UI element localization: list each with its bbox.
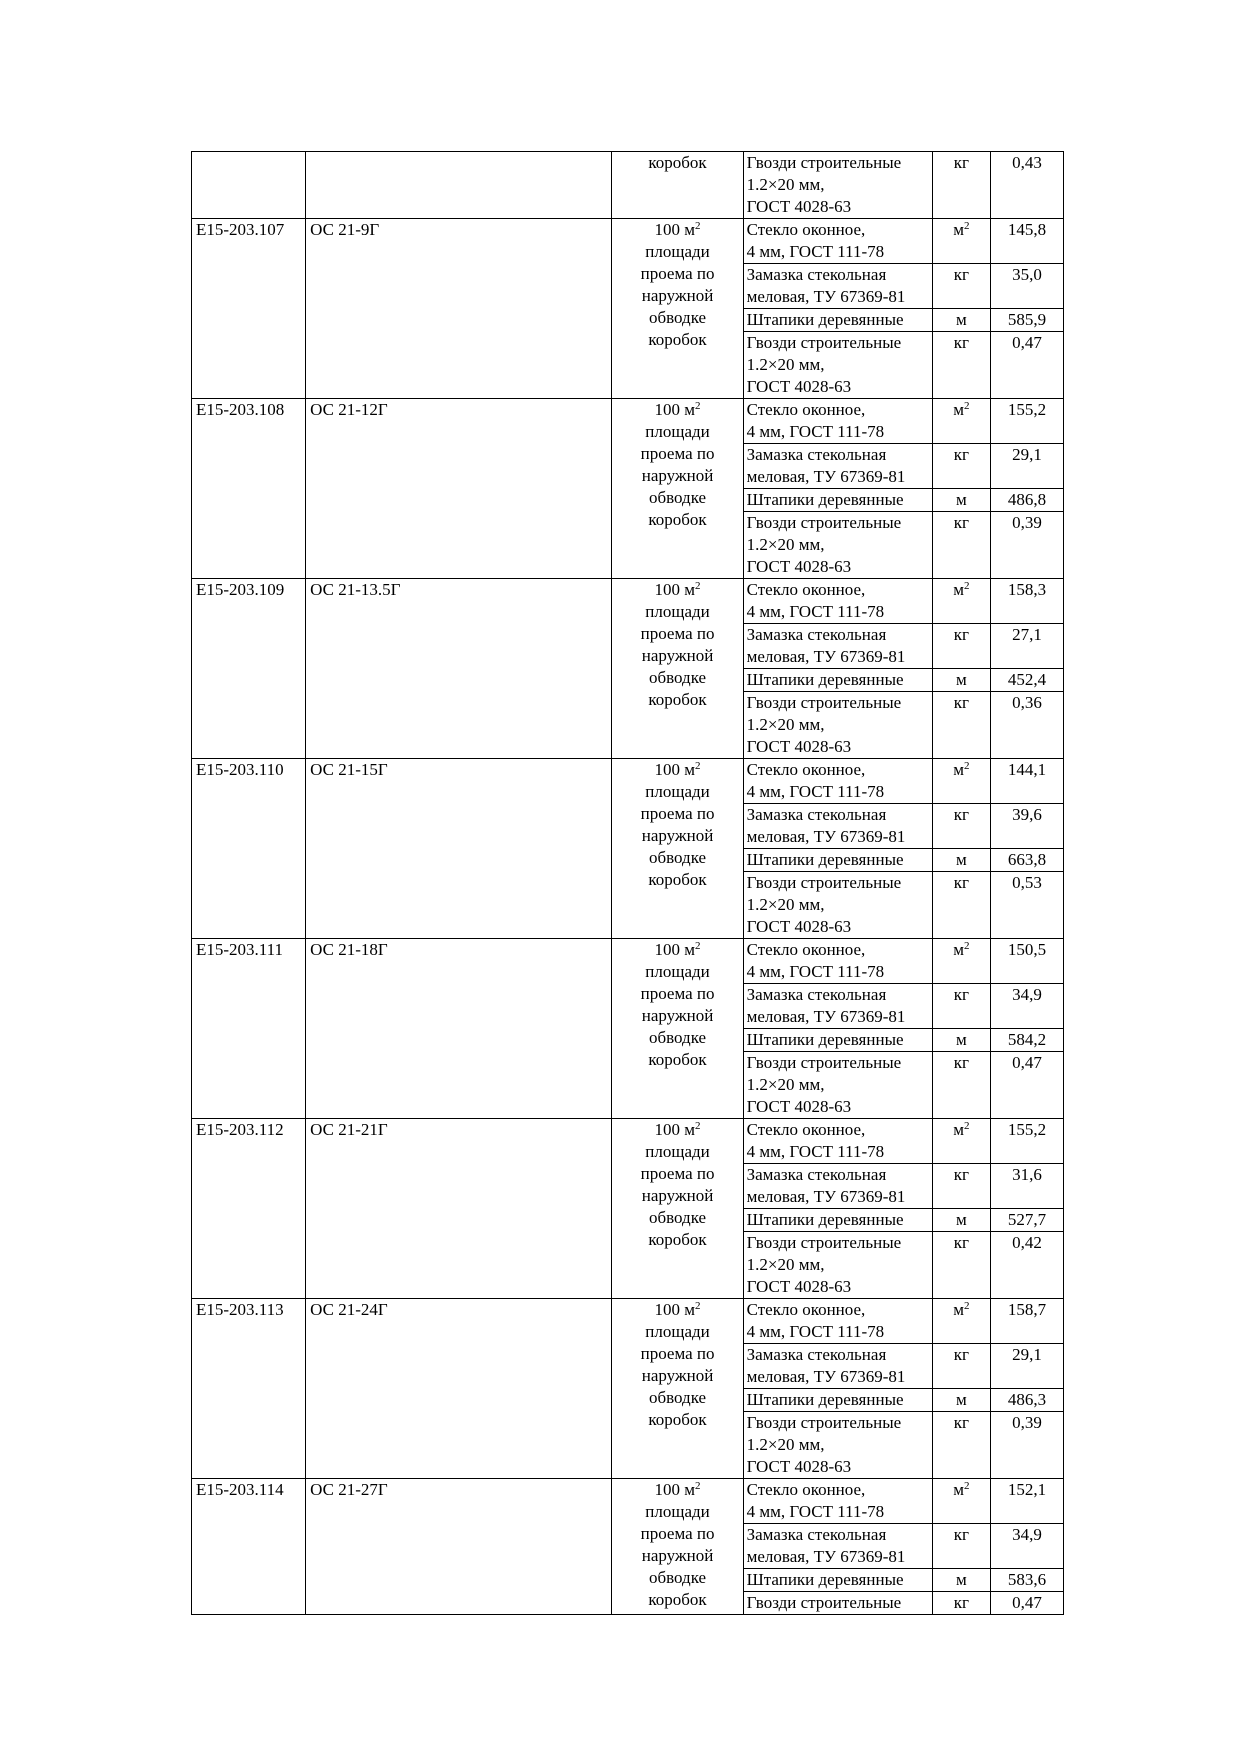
- quantity-cell: 486,3: [990, 1389, 1063, 1412]
- material-line: Штапики деревянные: [746, 850, 904, 869]
- table-row: [192, 1299, 1064, 1344]
- unit-base: м: [953, 220, 964, 239]
- unit-line: проема по: [640, 264, 715, 283]
- measure-unit-cell: м: [932, 489, 990, 512]
- material-line: ГОСТ 4028-63: [746, 557, 852, 576]
- name-cell: ОС 21-18Г: [306, 939, 612, 1119]
- measure-unit-cell: кг: [932, 512, 990, 579]
- material-cell: [743, 1209, 932, 1232]
- material-line: 1.2×20 мм,: [746, 1075, 825, 1094]
- unit-line: проема по: [640, 624, 715, 643]
- unit-cell: [612, 152, 743, 219]
- material-line: Штапики деревянные: [746, 670, 904, 689]
- table-row: [192, 939, 1064, 984]
- material-line: 4 мм, ГОСТ 111-78: [746, 1502, 885, 1521]
- measure-unit-cell: м: [932, 1569, 990, 1592]
- table-row: [192, 759, 1064, 804]
- unit-line: наружной: [641, 1006, 714, 1025]
- unit-exponent: 2: [695, 400, 701, 412]
- quantity-cell: 34,9: [990, 984, 1063, 1029]
- unit-exponent: 2: [695, 220, 701, 232]
- quantity-cell: 663,8: [990, 849, 1063, 872]
- measure-unit-cell: кг: [932, 692, 990, 759]
- unit-line: коробок: [648, 1050, 707, 1069]
- quantity-cell: 0,47: [990, 332, 1063, 399]
- unit-line: [616, 759, 738, 781]
- unit-line: [616, 939, 738, 961]
- material-line: меловая, ТУ 67369-81: [746, 1547, 906, 1566]
- material-cell: [743, 1299, 932, 1344]
- name-cell: ОС 21-15Г: [306, 759, 612, 939]
- unit-line: наружной: [641, 1186, 714, 1205]
- measure-unit-cell: кг: [932, 624, 990, 669]
- unit-base: 100 м: [654, 940, 696, 959]
- code-cell: Е15-203.113: [192, 1299, 306, 1479]
- measure-unit-cell: м: [932, 1389, 990, 1412]
- material-cell: [743, 1232, 932, 1299]
- material-line: Гвозди строительные: [746, 873, 902, 892]
- unit-base: м: [953, 1300, 964, 1319]
- unit-line: обводке: [648, 488, 707, 507]
- table-row: [192, 399, 1064, 444]
- quantity-cell: 150,5: [990, 939, 1063, 984]
- unit-base: м: [953, 580, 964, 599]
- material-cell: [743, 624, 932, 669]
- name-cell: ОС 21-9Г: [306, 219, 612, 399]
- material-line: 1.2×20 мм,: [746, 1435, 825, 1454]
- unit-line: проема по: [640, 804, 715, 823]
- quantity-cell: 0,43: [990, 152, 1063, 219]
- material-cell: [743, 872, 932, 939]
- table-row: [192, 1479, 1064, 1524]
- material-cell: [743, 1569, 932, 1592]
- material-line: меловая, ТУ 67369-81: [746, 1007, 906, 1026]
- quantity-cell: 31,6: [990, 1164, 1063, 1209]
- code-cell: Е15-203.108: [192, 399, 306, 579]
- measure-unit-cell: кг: [932, 152, 990, 219]
- unit-line: обводке: [648, 848, 707, 867]
- unit-line: наружной: [641, 286, 714, 305]
- measure-unit-cell: [932, 399, 990, 444]
- unit-line: площади: [645, 782, 710, 801]
- quantity-cell: 527,7: [990, 1209, 1063, 1232]
- material-line: Стекло оконное,: [746, 220, 866, 239]
- unit-exponent: 2: [963, 580, 970, 592]
- quantity-cell: 0,39: [990, 512, 1063, 579]
- unit-line: коробок: [648, 1230, 707, 1249]
- unit-cell: [612, 399, 743, 579]
- unit-exponent: 2: [963, 1300, 970, 1312]
- unit-base: 100 м: [654, 1120, 696, 1139]
- unit-line: обводке: [648, 1568, 707, 1587]
- table-row: [192, 219, 1064, 264]
- measure-unit-cell: кг: [932, 984, 990, 1029]
- material-line: ГОСТ 4028-63: [746, 737, 852, 756]
- material-line: ГОСТ 4028-63: [746, 377, 852, 396]
- measure-unit-cell: [932, 219, 990, 264]
- material-line: Стекло оконное,: [746, 1480, 866, 1499]
- material-cell: [743, 332, 932, 399]
- material-line: меловая, ТУ 67369-81: [746, 827, 906, 846]
- unit-line: наружной: [641, 646, 714, 665]
- material-line: ГОСТ 4028-63: [746, 197, 852, 216]
- material-line: 1.2×20 мм,: [746, 715, 825, 734]
- unit-line: коробок: [648, 870, 707, 889]
- material-line: 1.2×20 мм,: [746, 1255, 825, 1274]
- unit-line: площади: [645, 1322, 710, 1341]
- table-row: [192, 1119, 1064, 1164]
- measure-unit-cell: кг: [932, 804, 990, 849]
- unit-base: 100 м: [654, 1480, 696, 1499]
- material-line: Стекло оконное,: [746, 1120, 866, 1139]
- quantity-cell: 0,47: [990, 1592, 1063, 1615]
- unit-exponent: 2: [695, 760, 701, 772]
- quantity-cell: 0,42: [990, 1232, 1063, 1299]
- unit-cell: [612, 1479, 743, 1615]
- unit-line: проема по: [640, 1344, 715, 1363]
- unit-line: площади: [645, 962, 710, 981]
- quantity-cell: 486,8: [990, 489, 1063, 512]
- unit-exponent: 2: [695, 1120, 701, 1132]
- unit-exponent: 2: [963, 760, 970, 772]
- name-cell: ОС 21-24Г: [306, 1299, 612, 1479]
- material-line: Замазка стекольная: [746, 1165, 887, 1184]
- unit-line: площади: [645, 1142, 710, 1161]
- material-line: Штапики деревянные: [746, 1210, 904, 1229]
- unit-line: проема по: [640, 1524, 715, 1543]
- material-cell: [743, 1524, 932, 1569]
- unit-cell: [612, 579, 743, 759]
- material-cell: [743, 1052, 932, 1119]
- unit-exponent: 2: [963, 1120, 970, 1132]
- quantity-cell: 34,9: [990, 1524, 1063, 1569]
- quantity-cell: 0,36: [990, 692, 1063, 759]
- material-line: Замазка стекольная: [746, 985, 887, 1004]
- material-cell: [743, 309, 932, 332]
- unit-line: наружной: [641, 466, 714, 485]
- name-cell: ОС 21-27Г: [306, 1479, 612, 1615]
- unit-line: проема по: [640, 984, 715, 1003]
- unit-exponent: 2: [963, 1480, 970, 1492]
- unit-line: площади: [645, 602, 710, 621]
- unit-exponent: 2: [695, 1300, 701, 1312]
- material-cell: [743, 219, 932, 264]
- unit-line: [616, 1299, 738, 1321]
- material-line: ГОСТ 4028-63: [746, 1277, 852, 1296]
- measure-unit-cell: м: [932, 669, 990, 692]
- material-line: 4 мм, ГОСТ 111-78: [746, 422, 885, 441]
- unit-line: коробок: [648, 690, 707, 709]
- unit-exponent: 2: [963, 940, 970, 952]
- unit-line: площади: [645, 1502, 710, 1521]
- material-line: Замазка стекольная: [746, 265, 887, 284]
- unit-cell: [612, 939, 743, 1119]
- measure-unit-cell: кг: [932, 1164, 990, 1209]
- material-line: 1.2×20 мм,: [746, 535, 825, 554]
- quantity-cell: 145,8: [990, 219, 1063, 264]
- unit-line: площади: [645, 242, 710, 261]
- unit-cell: [612, 1119, 743, 1299]
- unit-base: 100 м: [654, 220, 696, 239]
- name-cell: ОС 21-21Г: [306, 1119, 612, 1299]
- unit-exponent: 2: [695, 940, 701, 952]
- measure-unit-cell: кг: [932, 1344, 990, 1389]
- quantity-cell: 452,4: [990, 669, 1063, 692]
- measure-unit-cell: м: [932, 309, 990, 332]
- unit-line: площади: [645, 422, 710, 441]
- material-line: 4 мм, ГОСТ 111-78: [746, 602, 885, 621]
- material-cell: [743, 939, 932, 984]
- measure-unit-cell: кг: [932, 872, 990, 939]
- material-cell: [743, 1592, 932, 1615]
- material-line: Штапики деревянные: [746, 1570, 904, 1589]
- quantity-cell: 29,1: [990, 1344, 1063, 1389]
- material-line: Гвозди строительные: [746, 513, 902, 532]
- unit-base: м: [953, 1480, 964, 1499]
- material-line: Штапики деревянные: [746, 490, 904, 509]
- measure-unit-cell: м: [932, 849, 990, 872]
- material-line: Гвозди строительные: [746, 693, 902, 712]
- material-line: меловая, ТУ 67369-81: [746, 1187, 906, 1206]
- unit-cell: [612, 1299, 743, 1479]
- material-line: 1.2×20 мм,: [746, 175, 825, 194]
- material-line: Стекло оконное,: [746, 1300, 866, 1319]
- measure-unit-cell: [932, 1119, 990, 1164]
- material-cell: [743, 1479, 932, 1524]
- materials-norms-table: [191, 151, 1064, 1615]
- code-cell: Е15-203.111: [192, 939, 306, 1119]
- measure-unit-cell: [932, 939, 990, 984]
- unit-line: проема по: [640, 1164, 715, 1183]
- material-cell: [743, 1412, 932, 1479]
- material-cell: [743, 489, 932, 512]
- quantity-cell: 585,9: [990, 309, 1063, 332]
- material-line: Гвозди строительные: [746, 1593, 902, 1612]
- unit-base: м: [953, 940, 964, 959]
- unit-line: [616, 579, 738, 601]
- material-line: Замазка стекольная: [746, 805, 887, 824]
- unit-line: коробок: [648, 1410, 707, 1429]
- unit-line: коробок: [648, 153, 707, 172]
- table-body: [192, 152, 1064, 1615]
- code-cell: Е15-203.110: [192, 759, 306, 939]
- material-line: Замазка стекольная: [746, 445, 887, 464]
- measure-unit-cell: кг: [932, 444, 990, 489]
- material-cell: [743, 264, 932, 309]
- material-line: 4 мм, ГОСТ 111-78: [746, 1322, 885, 1341]
- unit-line: наружной: [641, 1546, 714, 1565]
- unit-cell: [612, 219, 743, 399]
- material-line: 4 мм, ГОСТ 111-78: [746, 242, 885, 261]
- unit-cell: [612, 759, 743, 939]
- name-cell: [306, 152, 612, 219]
- unit-line: обводке: [648, 1208, 707, 1227]
- unit-line: коробок: [648, 1590, 707, 1609]
- quantity-cell: 158,3: [990, 579, 1063, 624]
- unit-line: наружной: [641, 826, 714, 845]
- measure-unit-cell: кг: [932, 1592, 990, 1615]
- quantity-cell: 144,1: [990, 759, 1063, 804]
- code-cell: Е15-203.109: [192, 579, 306, 759]
- unit-base: м: [953, 400, 964, 419]
- unit-line: коробок: [648, 330, 707, 349]
- material-line: Штапики деревянные: [746, 1030, 904, 1049]
- quantity-cell: 0,53: [990, 872, 1063, 939]
- quantity-cell: 158,7: [990, 1299, 1063, 1344]
- unit-line: [616, 1119, 738, 1141]
- material-line: ГОСТ 4028-63: [746, 917, 852, 936]
- unit-exponent: 2: [695, 580, 701, 592]
- material-cell: [743, 1029, 932, 1052]
- material-cell: [743, 1164, 932, 1209]
- material-line: Замазка стекольная: [746, 625, 887, 644]
- material-line: 1.2×20 мм,: [746, 895, 825, 914]
- material-line: меловая, ТУ 67369-81: [746, 467, 906, 486]
- measure-unit-cell: [932, 1299, 990, 1344]
- quantity-cell: 152,1: [990, 1479, 1063, 1524]
- unit-line: [616, 399, 738, 421]
- material-line: 4 мм, ГОСТ 111-78: [746, 782, 885, 801]
- unit-line: проема по: [640, 444, 715, 463]
- measure-unit-cell: кг: [932, 1052, 990, 1119]
- quantity-cell: 583,6: [990, 1569, 1063, 1592]
- material-cell: [743, 804, 932, 849]
- material-line: меловая, ТУ 67369-81: [746, 287, 906, 306]
- quantity-cell: 0,47: [990, 1052, 1063, 1119]
- quantity-cell: 27,1: [990, 624, 1063, 669]
- material-line: Гвозди строительные: [746, 1053, 902, 1072]
- material-line: меловая, ТУ 67369-81: [746, 1367, 906, 1386]
- quantity-cell: 35,0: [990, 264, 1063, 309]
- measure-unit-cell: [932, 759, 990, 804]
- unit-exponent: 2: [963, 220, 970, 232]
- material-line: Штапики деревянные: [746, 1390, 904, 1409]
- unit-base: 100 м: [654, 400, 696, 419]
- measure-unit-cell: [932, 1479, 990, 1524]
- material-line: Гвозди строительные: [746, 1233, 902, 1252]
- table-row: [192, 152, 1064, 219]
- measure-unit-cell: кг: [932, 264, 990, 309]
- unit-line: [616, 219, 738, 241]
- material-line: ГОСТ 4028-63: [746, 1457, 852, 1476]
- material-cell: [743, 759, 932, 804]
- measure-unit-cell: кг: [932, 1232, 990, 1299]
- material-line: Стекло оконное,: [746, 760, 866, 779]
- measure-unit-cell: м: [932, 1209, 990, 1232]
- name-cell: ОС 21-13.5Г: [306, 579, 612, 759]
- code-cell: Е15-203.107: [192, 219, 306, 399]
- measure-unit-cell: кг: [932, 332, 990, 399]
- material-line: Стекло оконное,: [746, 400, 866, 419]
- unit-line: коробок: [648, 510, 707, 529]
- material-cell: [743, 1344, 932, 1389]
- material-line: Штапики деревянные: [746, 310, 904, 329]
- unit-line: обводке: [648, 308, 707, 327]
- norms-table-page: [191, 151, 1064, 1615]
- material-line: Стекло оконное,: [746, 940, 866, 959]
- unit-base: м: [953, 1120, 964, 1139]
- measure-unit-cell: кг: [932, 1524, 990, 1569]
- material-line: Замазка стекольная: [746, 1525, 887, 1544]
- material-cell: [743, 444, 932, 489]
- material-cell: [743, 1119, 932, 1164]
- measure-unit-cell: [932, 579, 990, 624]
- material-line: Гвозди строительные: [746, 333, 902, 352]
- measure-unit-cell: кг: [932, 1412, 990, 1479]
- quantity-cell: 155,2: [990, 1119, 1063, 1164]
- unit-line: обводке: [648, 1388, 707, 1407]
- material-line: 4 мм, ГОСТ 111-78: [746, 1142, 885, 1161]
- measure-unit-cell: м: [932, 1029, 990, 1052]
- code-cell: Е15-203.112: [192, 1119, 306, 1299]
- material-cell: [743, 984, 932, 1029]
- material-line: 4 мм, ГОСТ 111-78: [746, 962, 885, 981]
- unit-line: обводке: [648, 668, 707, 687]
- table-row: [192, 579, 1064, 624]
- unit-base: 100 м: [654, 760, 696, 779]
- unit-line: [616, 1479, 738, 1501]
- material-cell: [743, 692, 932, 759]
- material-cell: [743, 579, 932, 624]
- code-cell: [192, 152, 306, 219]
- quantity-cell: 155,2: [990, 399, 1063, 444]
- unit-base: 100 м: [654, 1300, 696, 1319]
- quantity-cell: 39,6: [990, 804, 1063, 849]
- material-cell: [743, 399, 932, 444]
- material-line: ГОСТ 4028-63: [746, 1097, 852, 1116]
- material-line: 1.2×20 мм,: [746, 355, 825, 374]
- material-line: меловая, ТУ 67369-81: [746, 647, 906, 666]
- material-line: Замазка стекольная: [746, 1345, 887, 1364]
- unit-exponent: 2: [695, 1480, 701, 1492]
- quantity-cell: 584,2: [990, 1029, 1063, 1052]
- unit-line: наружной: [641, 1366, 714, 1385]
- material-cell: [743, 152, 932, 219]
- unit-exponent: 2: [963, 400, 970, 412]
- unit-base: 100 м: [654, 580, 696, 599]
- name-cell: ОС 21-12Г: [306, 399, 612, 579]
- material-line: Гвозди строительные: [746, 153, 902, 172]
- unit-line: обводке: [648, 1028, 707, 1047]
- quantity-cell: 29,1: [990, 444, 1063, 489]
- quantity-cell: 0,39: [990, 1412, 1063, 1479]
- unit-base: м: [953, 760, 964, 779]
- material-cell: [743, 1389, 932, 1412]
- material-line: Гвозди строительные: [746, 1413, 902, 1432]
- material-cell: [743, 849, 932, 872]
- material-cell: [743, 512, 932, 579]
- material-line: Стекло оконное,: [746, 580, 866, 599]
- material-cell: [743, 669, 932, 692]
- code-cell: Е15-203.114: [192, 1479, 306, 1615]
